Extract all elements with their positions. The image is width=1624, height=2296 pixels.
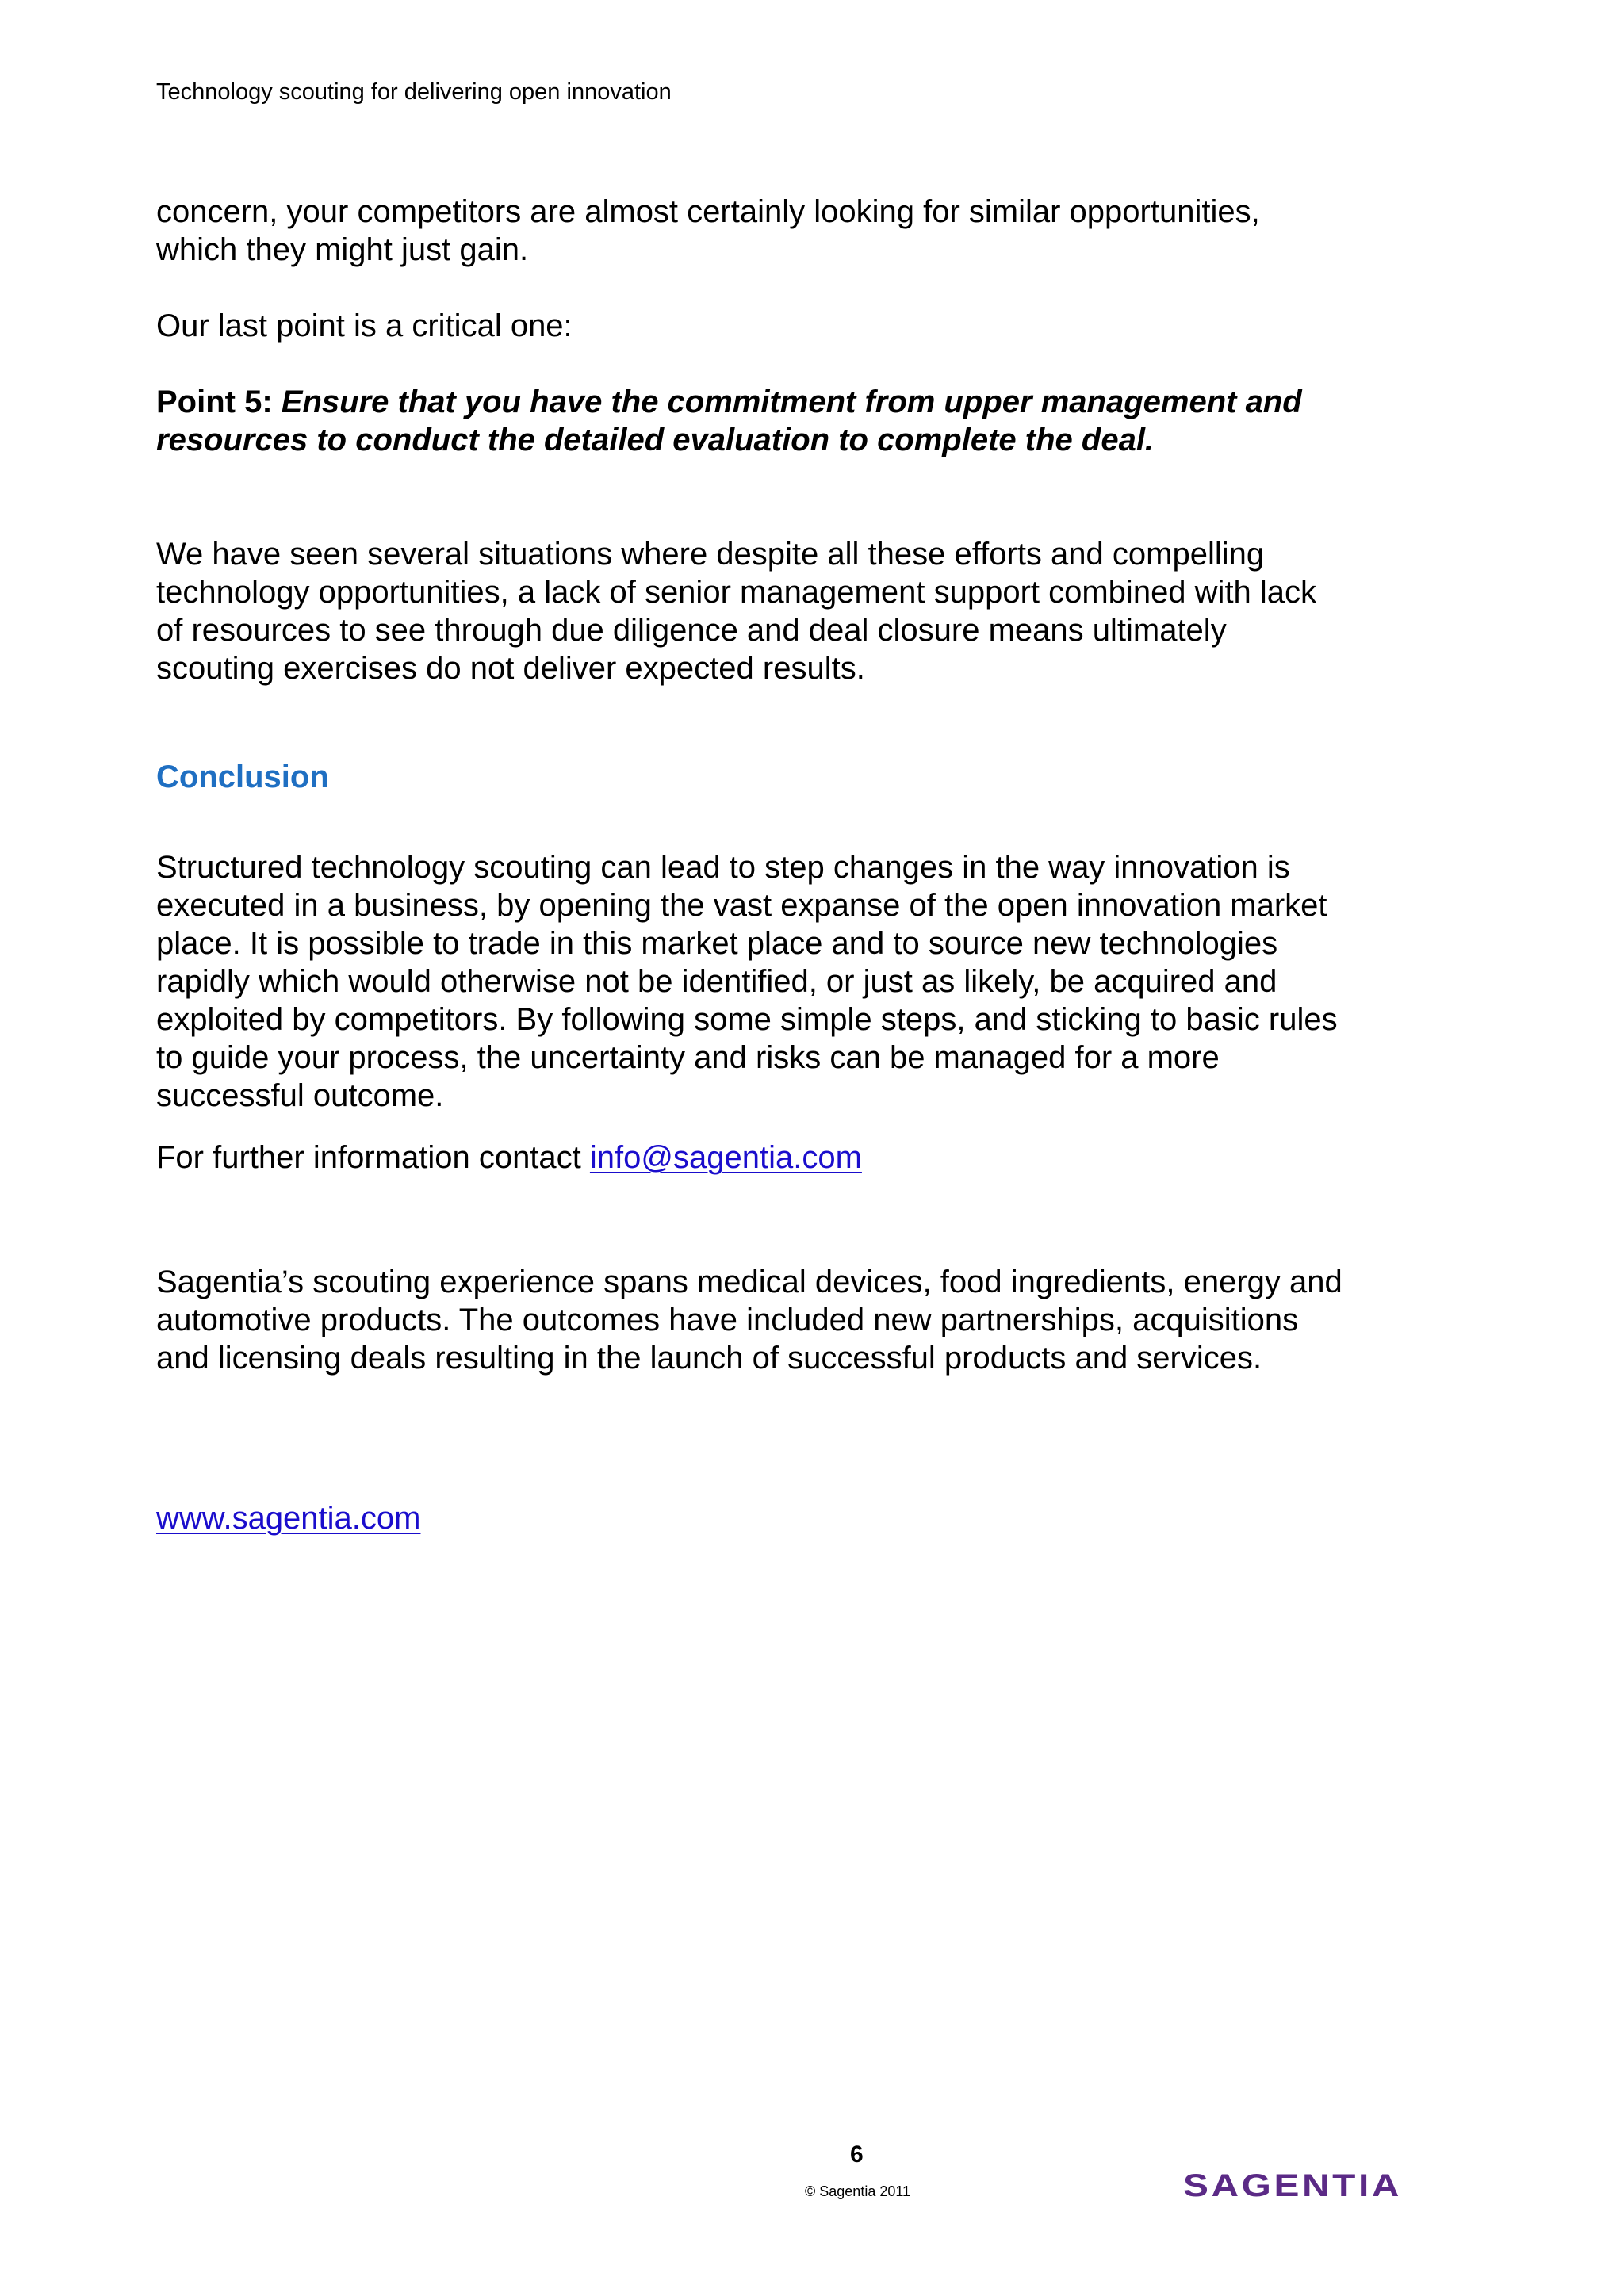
contact-email-link[interactable]: info@sagentia.com <box>589 1140 862 1175</box>
website-link[interactable]: www.sagentia.com <box>156 1501 421 1536</box>
svg-text:SAGENTIA: SAGENTIA <box>1183 2168 1402 2203</box>
paragraph-conclusion: Structured technology scouting can lead to step changes in the way innovation is executed in a business, by opening the vast expanse of the open innovation market place. It is possible to trade in this market place and to source new technologies rapidly which would otherwise not be identified, or just as likely, be acquired and exploited by competitors. By following some simple steps, and sticking to basic rules to guide your process, the uncertainty and risks can be managed for a more successful outcome. <box>156 850 1338 1113</box>
running-header: Technology scouting for delivering open innovation <box>156 79 672 105</box>
copyright: © Sagentia 2011 <box>805 2183 911 2199</box>
paragraph-situations: We have seen several situations where despite all these efforts and compelling technology opportunities, a lack of senior management support combined with lack of resources to see through due diligence and deal closure means ultimately scouting exercises do not deliver expected results. <box>156 537 1317 686</box>
website-line <box>156 1499 1346 1537</box>
paragraph-last-point: Our last point is a critical one: <box>156 308 573 343</box>
point-5-text: Ensure that you have the commitment from upper management and resources to conduct the detailed evaluation to complete the deal. <box>156 385 1302 457</box>
paragraph-experience: Sagentia’s scouting experience spans medical devices, food ingredients, energy and automotive products. The outcomes have included new partnerships, acquisitions and licensing deals resulting in the launch of successful products and services. <box>156 1265 1342 1376</box>
sagentia-logo <box>1183 2164 1405 2204</box>
point-5-heading <box>156 383 1346 459</box>
conclusion-heading: Conclusion <box>156 760 329 794</box>
page-number: 6 <box>850 2141 864 2168</box>
point-5-label: Point 5: <box>156 385 282 419</box>
paragraph-continuation: concern, your competitors are almost certainly looking for similar opportunities, which they might just gain. <box>156 194 1260 267</box>
contact-line <box>156 1138 1346 1177</box>
contact-prefix: For further information contact <box>156 1140 590 1175</box>
